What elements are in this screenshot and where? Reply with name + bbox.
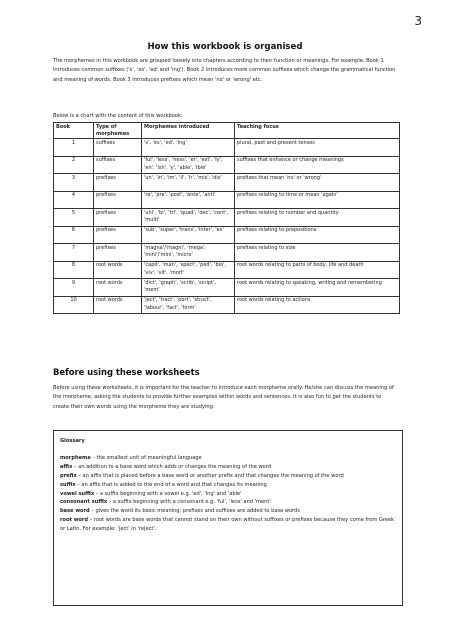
table-row (54, 139, 400, 157)
cell-focus: prefixes relating to size (235, 244, 400, 262)
workbook-content-table (53, 122, 400, 314)
cell-book: 1 (54, 139, 94, 157)
header-type: Type of morphemes (94, 123, 142, 139)
cell-focus: prefixes relating to time or mean 'again' (235, 191, 400, 209)
cell-book: 5 (54, 209, 94, 227)
glossary-entry (60, 463, 396, 472)
cell-book: 2 (54, 156, 94, 174)
cell-type: suffixes (94, 139, 142, 157)
glossary-entry (60, 516, 396, 534)
glossary-definition: – an addition to a base word which adds or changes the meaning of the word (72, 463, 272, 470)
intro-paragraph: The morphemes in this workbook are grouped loosely into chapters according to their function or meanings. For example, Book 1 introduces common suffixes ('s', 'es', 'ed' and 'ing'). Book 2 introduces more common suffixes which change the grammatical function and meaning of words. Book 3 introduces prefixes which mean 'no' or 'wrong' etc. (53, 58, 396, 83)
table-row (54, 174, 400, 192)
cell-book: 10 (54, 296, 94, 314)
cell-type: prefixes (94, 209, 142, 227)
glossary-entry (60, 481, 396, 490)
glossary-entry (60, 490, 396, 499)
cell-morphemes: 'magna'/'magni', 'mega', 'mini'/'mini', 'micro' (142, 244, 235, 262)
cell-morphemes: 'un', 'in', 'im', 'il', 'ir', 'mis', 'dis' (142, 174, 235, 192)
cell-focus: root words relating to parts of body, life and death (235, 261, 400, 279)
cell-morphemes: 'sub', 'super', 'trans', 'inter', 'ex' (142, 226, 235, 244)
glossary-definition: – a suffix beginning with a vowel e.g. 'ed', 'ing' and 'able' (94, 490, 242, 497)
cell-morphemes: 's', 'es', 'ed', 'ing' (142, 139, 235, 157)
page-title: How this workbook is organised (147, 42, 303, 52)
glossary-definition: – an affix that is placed before a base word or another prefix and that changes the meaning of the word (76, 472, 344, 479)
chart-intro-text: Below is a chart with the content of this workbook: (53, 113, 183, 119)
glossary-entry (60, 507, 396, 516)
cell-book: 8 (54, 261, 94, 279)
page-number: 3 (414, 14, 422, 28)
cell-book: 6 (54, 226, 94, 244)
glossary-definition: – an affix that is added to the end of a word and that changes its meaning (75, 481, 267, 488)
glossary-entry (60, 454, 396, 463)
cell-book: 3 (54, 174, 94, 192)
glossary-entry (60, 498, 396, 507)
table-row (54, 279, 400, 297)
header-book: Book (54, 123, 94, 139)
cell-focus: suffixes that enhance or change meanings (235, 156, 400, 174)
header-morphemes: Morphemes introduced (142, 123, 235, 139)
glossary-term: consonant suffix (60, 499, 108, 506)
table-row (54, 209, 400, 227)
table-header-row (54, 123, 400, 139)
before-paragraph: Before using these worksheets, it is important for the teacher to introduce each morpheme orally. He/she can discuss the meaning of the morpheme, asking the students to provide further examples within words and sentences. It is also fun to get the students to create their own words using the morpheme they are studying. (53, 385, 394, 410)
cell-focus: root words relating to actions (235, 296, 400, 314)
cell-morphemes: 're', 'pre', 'post', 'ante', 'anti' (142, 191, 235, 209)
glossary-term: morpheme (60, 454, 91, 461)
cell-focus: root words relating to speaking, writing and remembering (235, 279, 400, 297)
header-focus: Teaching focus (235, 123, 400, 139)
glossary-definition: – a suffix beginning with a consonant e.g. 'ful', 'less' and 'ment' (107, 499, 271, 506)
cell-book: 4 (54, 191, 94, 209)
table-row (54, 156, 400, 174)
glossary-entry (60, 472, 396, 481)
cell-type: root words (94, 279, 142, 297)
cell-focus: prefixes relating to prepositions (235, 226, 400, 244)
cell-morphemes: 'capit', 'man', 'spect', 'ped', 'bio', 'viv', 'vit', 'mort' (142, 261, 235, 279)
cell-focus: prefixes relating to number and quantity (235, 209, 400, 227)
table-row (54, 191, 400, 209)
table-row (54, 296, 400, 314)
cell-focus: plural, past and present tenses (235, 139, 400, 157)
glossary-definition: – root words are base words that cannot stand on their own without suffixes or prefixes because they come from Greek or Latin. For example: 'ject' in 'reject'. (60, 517, 395, 533)
glossary-term: prefix (60, 472, 77, 479)
cell-type: root words (94, 261, 142, 279)
cell-morphemes: 'ful', 'less', 'ness', 'er', 'est', 'ly', 'en', 'ish', 'y', 'able', 'ible' (142, 156, 235, 174)
cell-book: 7 (54, 244, 94, 262)
cell-morphemes: 'dict', 'graph', 'scrib', 'script', 'mem' (142, 279, 235, 297)
cell-morphemes: 'uni', 'bi', 'tri', 'quad', 'dec', 'cent', 'multi' (142, 209, 235, 227)
table-row (54, 244, 400, 262)
cell-type: root words (94, 296, 142, 314)
glossary-definition: – the smallest unit of meaningful language (90, 454, 202, 461)
section-heading: Before using these worksheets (53, 367, 200, 377)
cell-type: suffixes (94, 156, 142, 174)
table-row (54, 261, 400, 279)
glossary-term: affix (60, 463, 73, 470)
glossary-term: vowel suffix (60, 490, 95, 497)
glossary-term: root word (60, 517, 89, 524)
cell-type: prefixes (94, 174, 142, 192)
cell-type: prefixes (94, 244, 142, 262)
cell-book: 9 (54, 279, 94, 297)
glossary-term: base word (60, 508, 90, 515)
cell-type: prefixes (94, 191, 142, 209)
glossary-box (53, 430, 403, 606)
glossary-title: Glossary (60, 438, 85, 444)
cell-focus: prefixes that mean 'no' or 'wrong' (235, 174, 400, 192)
cell-morphemes: 'ject', 'tract', 'port', 'struct', 'labour', 'fact', 'form' (142, 296, 235, 314)
glossary-definition: – gives the word its basic meaning; prefixes and suffixes are added to base words (89, 508, 301, 515)
table-row (54, 226, 400, 244)
glossary-term: suffix (60, 481, 76, 488)
cell-type: prefixes (94, 226, 142, 244)
